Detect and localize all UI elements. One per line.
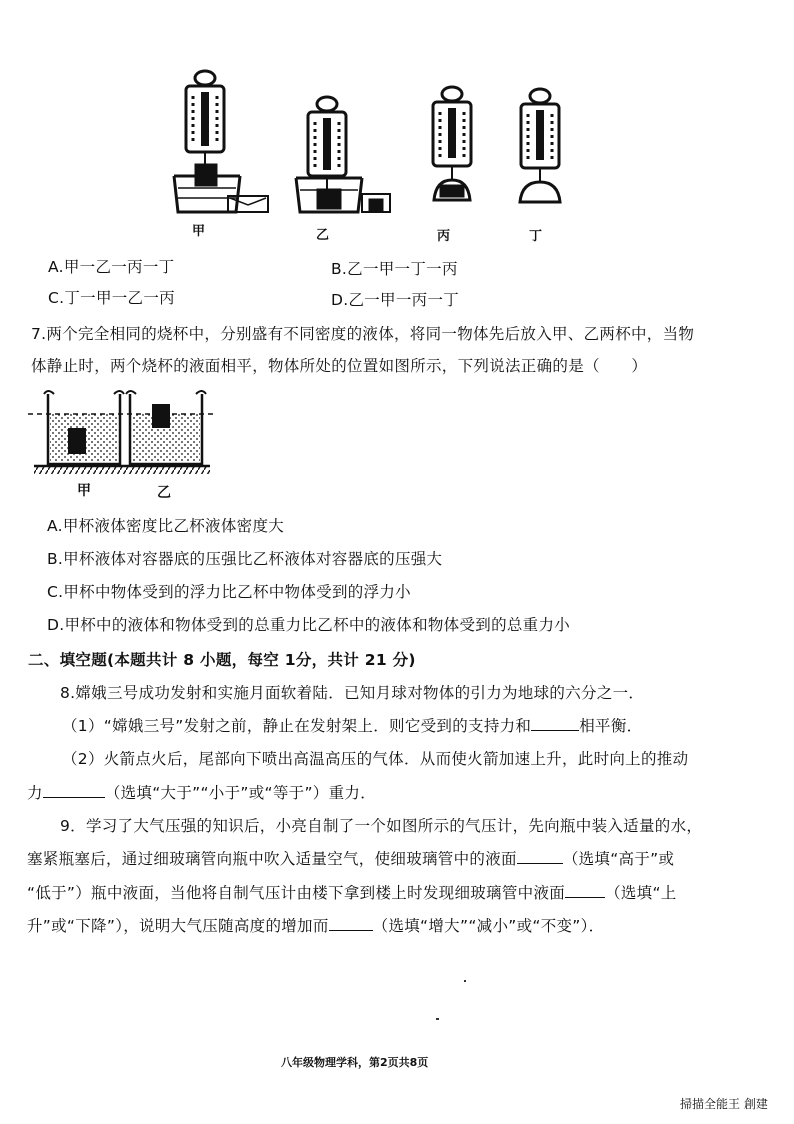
q7-stem-line1: 7.两个完全相同的烧杯中，分别盛有不同密度的液体，将同一物体先后放入甲、乙两杯中，当物: [31, 325, 695, 343]
q7-option-d: D.甲杯中的液体和物体受到的总重力比乙杯中的液体和物体受到的总重力小: [47, 616, 571, 634]
beaker-1: [174, 165, 268, 212]
q9-line4-before: 升”或“下降”），说明大气压随高度的增加而: [27, 917, 329, 935]
q6-option-b: B.乙一甲一丁一丙: [331, 260, 458, 278]
q9-line2-after: （选填“高于”或: [562, 850, 675, 868]
speck-2: [436, 1018, 439, 1020]
q7-figure-label-yi: 乙: [157, 485, 171, 501]
page-footer: 八年级物理学科，第2页共8页: [281, 1056, 429, 1069]
q8-part1-before: （1）“嫦娥三号”发射之前，静止在发射架上．则它受到的支持力和: [62, 717, 532, 735]
q9-line3-before: “低于”）瓶中液面，当他将自制气压计由楼下拿到楼上时发现细玻璃管中液面: [27, 884, 566, 902]
q9-blank-3[interactable]: [329, 916, 373, 931]
beaker-jia: [44, 391, 124, 464]
spring-scale-3: [433, 87, 471, 180]
section2-heading: 二、填空题(本题共计 8 小题，每空 1分，共计 21 分): [28, 651, 416, 669]
q7-figure-label-jia: 甲: [77, 483, 91, 499]
cup-4: [520, 182, 560, 202]
q9-line3: [27, 883, 677, 903]
q8-stem: 8.嫦娥三号成功发射和实施月面软着陆．已知月球对物体的引力为地球的六分之一．: [60, 684, 645, 702]
q8-blank-2[interactable]: [43, 783, 105, 798]
q8-part2-line2: [27, 783, 376, 803]
q9-blank-2[interactable]: [565, 883, 605, 898]
q7-stem-line2: 体静止时，两个烧杯的液面相平，物体所处的位置如图所示，下列说法正确的是（ ）: [31, 357, 648, 375]
figure-label-yi: 乙: [316, 228, 330, 243]
q8-part2-before: 力: [27, 784, 43, 802]
spring-scale-1: [186, 71, 224, 168]
figure-label-ding: 丁: [529, 229, 543, 244]
beaker-figure: [0, 380, 794, 510]
q9-line1: 9．学习了大气压强的知识后，小亮自制了一个如图所示的气压计，先向瓶中装入适量的水，: [60, 817, 703, 835]
spring-scale-4: [521, 89, 559, 182]
spring-scale-2: [308, 97, 346, 190]
beaker-2: [296, 178, 390, 212]
q7-option-c: C.甲杯中物体受到的浮力比乙杯中物体受到的浮力小: [47, 583, 411, 601]
q9-blank-1[interactable]: [517, 849, 563, 864]
q6-option-d: D.乙一甲一丙一丁: [331, 291, 460, 309]
cup-3: [434, 180, 470, 200]
spring-scale-figure: [0, 0, 794, 250]
ground-hatch: [34, 466, 210, 474]
q8-part1: [62, 716, 642, 736]
q9-line2: [27, 849, 674, 869]
q8-part2-line1: （2）火箭点火后，尾部向下喷出高温高压的气体．从而使火箭加速上升，此时向上的推动: [62, 750, 689, 768]
scanner-watermark: 掃描全能王 創建: [680, 1097, 768, 1111]
q8-part1-after: 相平衡．: [579, 717, 643, 735]
q8-part2-after: （选填“大于”“小于”或“等于”）重力．: [104, 784, 376, 802]
figure-label-jia: 甲: [192, 224, 206, 239]
q6-option-c: C.丁一甲一乙一丙: [48, 289, 175, 307]
q9-line3-after: （选填“上: [605, 884, 677, 902]
q7-option-a: A.甲杯液体密度比乙杯液体密度大: [47, 517, 285, 535]
beaker-yi: [126, 391, 206, 464]
q6-option-a: A.甲一乙一丙一丁: [48, 258, 175, 276]
speck-1: [464, 980, 466, 982]
q9-line4-after: （选填“增大”“减小”或“不变”）．: [372, 917, 605, 935]
q9-line2-before: 塞紧瓶塞后，通过细玻璃管向瓶中吹入适量空气，使细玻璃管中的液面: [27, 850, 517, 868]
q8-blank-1[interactable]: [531, 716, 579, 731]
q9-line4: [27, 916, 605, 936]
figure-label-bing: 丙: [437, 229, 451, 244]
q7-option-b: B.甲杯液体对容器底的压强比乙杯液体对容器底的压强大: [47, 550, 443, 568]
